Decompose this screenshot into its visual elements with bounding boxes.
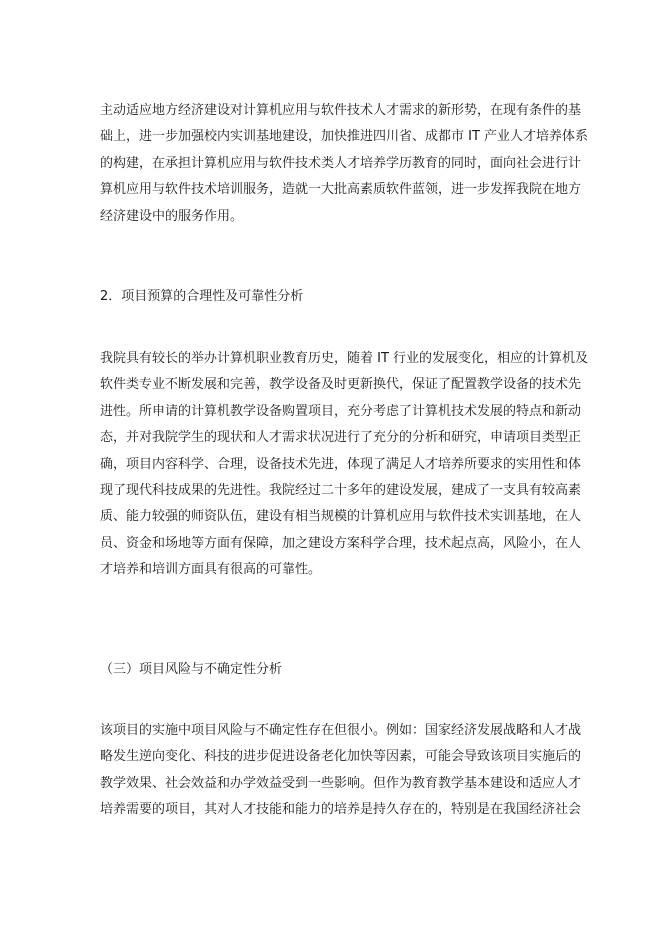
paragraph-line: 该项目的实施中项目风险与不确定性存在但很小。例如：国家经济发展战略和人才战 [100, 723, 582, 738]
paragraph-line: 现了现代科技成果的先进性。我院经过二十多年的建设发展，建成了一支具有较高素 [100, 482, 582, 498]
paragraph-line: 经济建设中的服务作用。 [100, 208, 244, 224]
paragraph-line: 培养需要的项目，其对人才技能和能力的培养是持久存在的，特别是在我国经济社会 [100, 802, 582, 818]
paragraph-line: 我院具有较长的举办计算机职业教育历史，随着 IT 行业的发展变化，相应的计算机及 [100, 351, 589, 366]
paragraph-budget-reliability [100, 346, 589, 584]
section-heading-risk-analysis: （三）项目风险与不确定性分析 [100, 662, 283, 677]
paragraph-line: 算机应用与软件技术培训服务，造就一大批高素质软件蓝领，进一步发挥我院在地方 [100, 182, 582, 198]
paragraph-line: 的构建，在承担计算机应用与软件技术类人才培养学历教育的同时，面向社会进行计 [100, 155, 582, 171]
paragraph-line: 础上，进一步加强校内实训基地建设，加快推进四川省、成都市 IT 产业人才培养体系 [100, 129, 589, 145]
paragraph-line: 进性。所申请的计算机教学设备购置项目，充分考虑了计算机技术发展的特点和新动 [100, 403, 582, 419]
paragraph-line: 教学效果、社会效益和办学效益受到一些影响。但作为教育教学基本建设和适应人才 [100, 775, 582, 791]
paragraph-line: 确，项目内容科学、合理，设备技术先进，体现了满足人才培养所要求的实用性和体 [100, 456, 582, 472]
paragraph-line: 略发生逆向变化、科技的进步促进设备老化加快等因素，可能会导致该项目实施后的 [100, 749, 582, 765]
paragraph-line: 才培养和培训方面具有很高的可靠性。 [100, 562, 322, 578]
paragraph-risk-uncertainty [100, 718, 582, 824]
section-heading-budget-analysis: 2．项目预算的合理性及可靠性分析 [100, 289, 304, 304]
paragraph-line: 态，并对我院学生的现状和人才需求状况进行了充分的分析和研究，申请项目类型正 [100, 430, 582, 446]
paragraph-line: 软件类专业不断发展和完善，教学设备及时更新换代，保证了配置教学设备的技术先 [100, 377, 582, 393]
paragraph-line: 员、资金和场地等方面有保障，加之建设方案科学合理，技术起点高，风险小，在人 [100, 535, 582, 551]
paragraph-line: 主动适应地方经济建设对计算机应用与软件技术人才需求的新形势，在现有条件的基 [100, 103, 582, 118]
paragraph-talent-demand [100, 98, 589, 230]
paragraph-line: 质、能力较强的师资队伍，建设有相当规模的计算机应用与软件技术实训基地，在人 [100, 509, 582, 525]
